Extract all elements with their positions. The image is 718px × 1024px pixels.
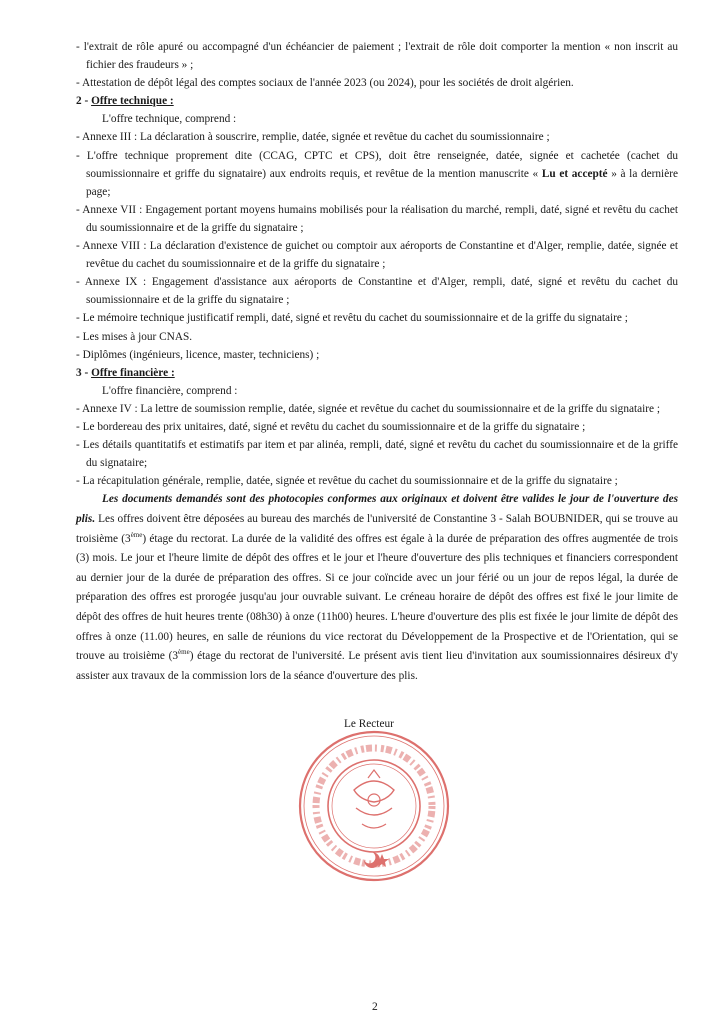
technical-bullet: - Annexe VIII : La déclaration d'existence de guichet ou comptoir aux aéroports de Constantine et d'Alger, remplie, datée, signée et revêtue du cachet du soumissionnaire et de la griffe du signataire ; <box>76 240 678 271</box>
technical-bullet: - Annexe III : La déclaration à souscrire, remplie, datée, signée et revêtue du cachet du soumissionnaire ; <box>76 131 550 144</box>
financial-offer-intro: L'offre financière, comprend : <box>102 384 238 397</box>
technical-bullet: - Diplômes (ingénieurs, licence, master, techniciens) ; <box>76 348 320 361</box>
technical-bullet: - Annexe IX : Engagement d'assistance aux aéroports de Constantine et d'Alger, rempli, daté, signé et revêtu du cachet du soumissionnaire et de la griffe du signataire ; <box>76 276 678 307</box>
ordinal-superscript: ème <box>130 530 143 539</box>
intro-bullet-2: - Attestation de dépôt légal des comptes sociaux de l'année 2023 (ou 2024), pour les sociétés de droit algérien. <box>76 77 574 90</box>
ordinal-superscript: ème <box>178 648 190 657</box>
bullet-text: - L'offre technique proprement dite (CCAG, CPTC et CPS), doit être renseignée, datée, signée et cachetée (cachet du soumissionnaire et griffe du signataire) aux endroits requis, et revêtue de la mention manuscrite « <box>76 149 678 180</box>
technical-bullet: - Le mémoire technique justificatif rempli, daté, signé et revêtu du cachet du soumissionnaire et de la griffe du signataire ; <box>76 312 628 325</box>
financial-bullet: - Annexe IV : La lettre de soumission remplie, datée, signée et revêtue du cachet du soumissionnaire et de la griffe du signataire ; <box>76 402 661 415</box>
financial-bullet: - Le bordereau des prix unitaires, daté, signé et revêtu du cachet du soumissionnaire et de la griffe du signataire ; <box>76 420 586 433</box>
technical-offer-intro: L'offre technique, comprend : <box>102 113 237 126</box>
section-number: 2 - <box>76 95 92 108</box>
closing-text: ) étage du rectorat. La durée de la validité des offres est égale à la durée de préparation des offres augmentée de trois (3) mois. Le jour et l'heure limite de dépôt des offres et le jour et l'heure d'ouverture des plis techniques et financiers correspondent au dernier jour de la durée de préparation des offres. Si ce jour coïncide avec un jour férié ou un jour de repos légal, la durée de préparation des offres est prorogée jusqu'au jour ouvrable suivant. Le créneau horaire de dépôt des offres est fixé le jour limite de dépôt des offres de huit heures trente (08h30) à onze (11h00) heures. L'heure d'ouverture des plis est fixée le jour limite de dépôt des offres à onze (11.00) heures, en salle de réunions du vice rectorat du Développement de la Prospective et de l'Orientation, qui se trouve au troisième (3 <box>76 532 679 663</box>
bold-mention: Lu et accepté <box>541 167 608 180</box>
page-number: 2 <box>372 1001 378 1013</box>
technical-offer-heading <box>76 92 678 110</box>
section-number: 3 - <box>76 366 92 379</box>
closing-emphasis: Les documents demandés sont des photocopies conformes aux originaux et doivent être valides le jour de l'ouverture des plis. <box>76 493 678 525</box>
financial-bullet: - La récapitulation générale, remplie, datée, signée et revêtue du cachet du soumissionnaire et de la griffe du signataire ; <box>76 475 618 488</box>
intro-bullet-1: - l'extrait de rôle apuré ou accompagné d'un échéancier de paiement ; l'extrait de rôle doit comporter la mention « non inscrit au fichier des fraudeurs » ; <box>76 41 678 72</box>
technical-bullet: - Annexe VII : Engagement portant moyens humains mobilisés pour la réalisation du marché, rempli, daté, signé et revêtu du cachet du soumissionnaire et de la griffe du signataire ; <box>76 203 678 234</box>
official-stamp-icon <box>296 728 452 884</box>
signature-title: Le Recteur <box>344 718 394 730</box>
financial-offer-heading <box>76 364 678 382</box>
section-title: Offre technique : <box>91 95 174 108</box>
closing-text: Les offres doivent être déposées au bureau des marchés de l'université de Constantine 3 - Salah BOUBNIDER, qui se trouve au troisième (3 <box>76 512 678 545</box>
technical-bullet <box>76 147 678 201</box>
section-title: Offre financière : <box>91 366 175 379</box>
document-body <box>76 38 678 686</box>
bullet-text: » à la dernière page; <box>86 167 678 198</box>
closing-text: ) étage du rectorat de l'université. Le présent avis tient lieu d'invitation aux soumissionnaires désireux d'y assister aux travaux de la commission lors de la séance d'ouverture des plis. <box>76 650 678 682</box>
financial-bullet: - Les détails quantitatifs et estimatifs par item et par alinéa, rempli, daté, signé et revêtu du cachet du soumissionnaire et de la griffe du signataire; <box>76 439 678 470</box>
technical-bullet: - Les mises à jour CNAS. <box>76 330 193 343</box>
closing-paragraph <box>76 490 678 686</box>
